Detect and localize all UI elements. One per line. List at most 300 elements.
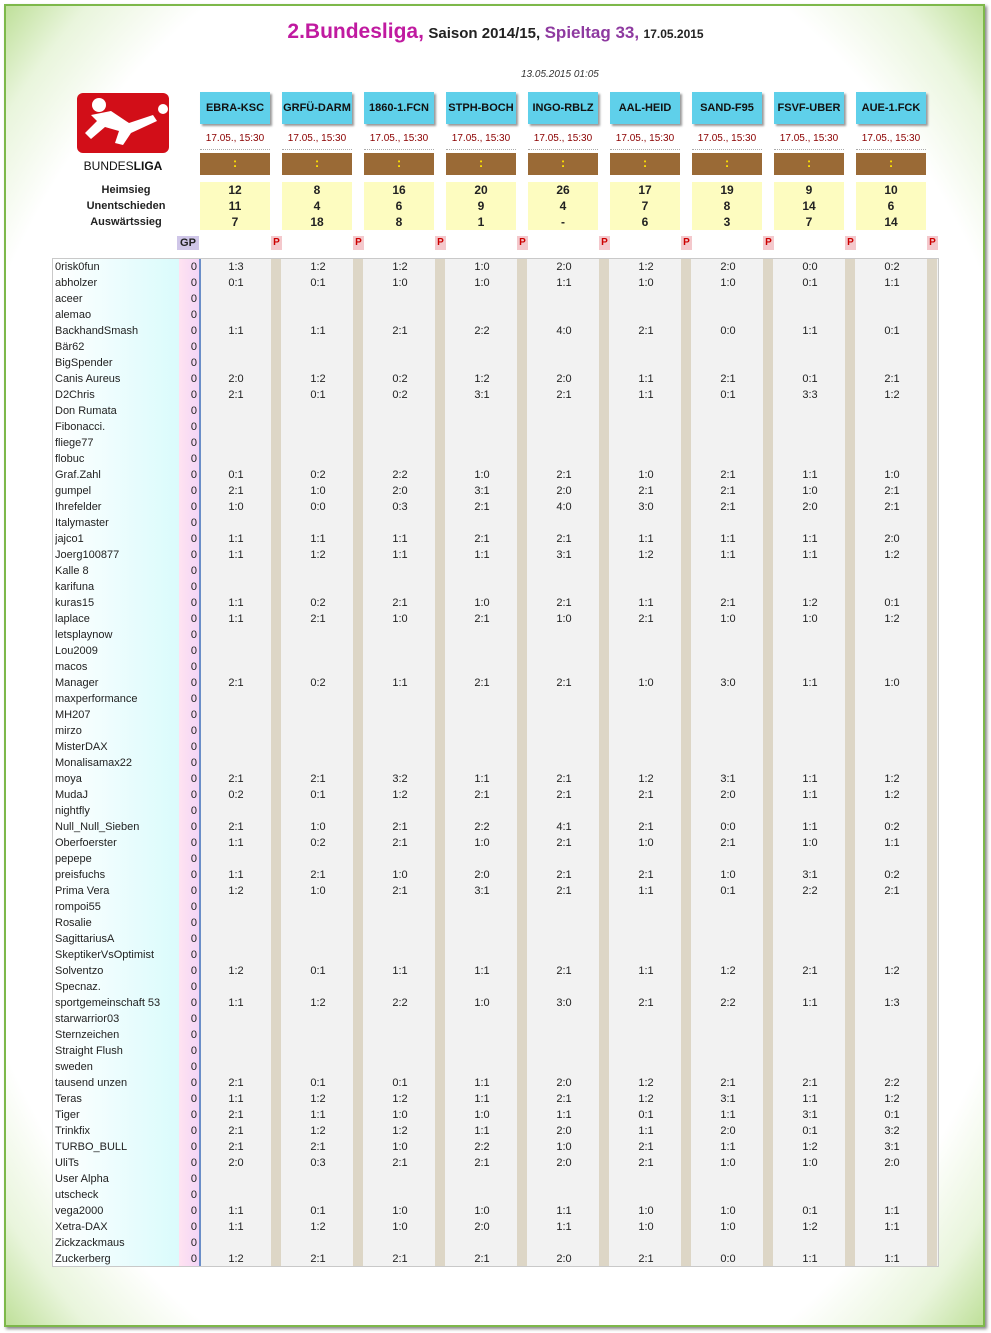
tip-cell: 2:1 xyxy=(310,869,326,881)
tip-cell: 1:1 xyxy=(392,549,408,561)
tip-cell: 3:0 xyxy=(556,997,572,1009)
match-header[interactable]: GRFÜ-DARM xyxy=(282,92,352,124)
tip-cell: 2:1 xyxy=(228,1109,244,1121)
tip-cell: 2:1 xyxy=(392,885,408,897)
player-name[interactable]: Solventzo xyxy=(55,965,104,977)
table-row xyxy=(53,995,940,1011)
table-row xyxy=(53,675,940,691)
player-gp: 0 xyxy=(190,421,197,433)
player-name[interactable]: Don Rumata xyxy=(55,405,117,417)
tip-cell: 0:1 xyxy=(310,277,326,289)
match-header[interactable]: EBRA-KSC xyxy=(200,92,270,124)
player-gp: 0 xyxy=(190,901,197,913)
player-name[interactable]: Tiger xyxy=(55,1109,80,1121)
tip-cell: 0:2 xyxy=(884,869,900,881)
player-name[interactable]: MH207 xyxy=(55,709,91,721)
kickoff-time: 17.05., 15:30 xyxy=(364,128,434,150)
player-name[interactable]: Null_Null_Sieben xyxy=(55,821,140,833)
tip-cell: 2:1 xyxy=(474,533,490,545)
player-gp: 0 xyxy=(190,581,197,593)
tip-cell: 1:2 xyxy=(228,885,244,897)
tip-cell: 2:1 xyxy=(638,1157,654,1169)
tip-cell: 2:2 xyxy=(392,997,408,1009)
tip-cell: 1:1 xyxy=(884,837,900,849)
tip-cell: 1:2 xyxy=(310,549,326,561)
tip-cell: 2:1 xyxy=(720,501,736,513)
tip-cell: 0:1 xyxy=(884,597,900,609)
player-gp: 0 xyxy=(190,1141,197,1153)
points-header: P xyxy=(599,236,610,250)
player-gp: 0 xyxy=(190,501,197,513)
player-gp: 0 xyxy=(190,1237,197,1249)
player-name[interactable]: fliege77 xyxy=(55,437,94,449)
home-win-count: 12 xyxy=(228,183,242,197)
tip-cell: 1:1 xyxy=(884,1221,900,1233)
table-row xyxy=(53,1107,940,1123)
tip-cell: 2:1 xyxy=(556,389,572,401)
tip-cell: 0:1 xyxy=(802,277,818,289)
points-header: P xyxy=(927,236,938,250)
tip-cell: 1:1 xyxy=(392,533,408,545)
player-name[interactable]: Specnaz. xyxy=(55,981,101,993)
tip-statistics xyxy=(856,182,926,230)
table-row xyxy=(53,1043,940,1059)
player-gp: 0 xyxy=(190,741,197,753)
tip-cell: 1:0 xyxy=(884,677,900,689)
player-name[interactable]: kuras15 xyxy=(55,597,95,609)
tip-cell: 1:1 xyxy=(474,1077,490,1089)
tip-cell: 1:1 xyxy=(228,533,244,545)
player-name[interactable]: Ihrefelder xyxy=(55,501,102,513)
table-row xyxy=(53,1075,940,1091)
tip-cell: 0:1 xyxy=(310,789,326,801)
points-header: P xyxy=(845,236,856,250)
tip-cell: 3:1 xyxy=(556,549,572,561)
tip-cell: 1:2 xyxy=(392,1125,408,1137)
tip-cell: 2:0 xyxy=(556,1077,572,1089)
player-name[interactable]: Manager xyxy=(55,677,99,689)
player-name[interactable]: rompoi55 xyxy=(55,901,101,913)
table-row xyxy=(53,1139,940,1155)
tip-cell: 1:0 xyxy=(474,597,490,609)
tip-cell: 3:1 xyxy=(474,485,490,497)
tip-cell: 1:0 xyxy=(720,1205,736,1217)
table-row xyxy=(53,947,940,963)
player-gp: 0 xyxy=(190,293,197,305)
tip-cell: 2:1 xyxy=(638,997,654,1009)
tip-cell: 2:1 xyxy=(556,597,572,609)
player-name[interactable]: abholzer xyxy=(55,277,98,289)
logo-wordmark xyxy=(73,159,173,173)
player-name[interactable]: 0risk0fun xyxy=(55,261,100,273)
player-name[interactable]: starwarrior03 xyxy=(55,1013,120,1025)
player-name[interactable]: Teras xyxy=(55,1093,82,1105)
tip-cell: 1:1 xyxy=(556,1221,572,1233)
player-gp: 0 xyxy=(190,1029,197,1041)
table-row xyxy=(53,323,940,339)
match-header[interactable]: AUE-1.FCK xyxy=(856,92,926,124)
tip-cell: 1:1 xyxy=(228,1205,244,1217)
player-name[interactable]: gumpel xyxy=(55,485,92,497)
tip-cell: 1:2 xyxy=(884,773,900,785)
tip-cell: 1:0 xyxy=(720,277,736,289)
player-name[interactable]: flobuc xyxy=(55,453,85,465)
player-name[interactable]: alemao xyxy=(55,309,92,321)
table-row xyxy=(53,627,940,643)
tip-cell: 1:0 xyxy=(884,469,900,481)
player-gp: 0 xyxy=(190,677,197,689)
tip-cell: 1:2 xyxy=(228,1253,244,1265)
tip-cell: 2:1 xyxy=(474,501,490,513)
tip-cell: 1:2 xyxy=(884,965,900,977)
player-name[interactable]: SagittariusA xyxy=(55,933,115,945)
tip-cell: 2:1 xyxy=(310,1141,326,1153)
player-gp: 0 xyxy=(190,661,197,673)
tip-cell: 1:1 xyxy=(228,869,244,881)
tip-cell: 1:0 xyxy=(720,613,736,625)
player-name[interactable]: laplace xyxy=(55,613,90,625)
player-name[interactable]: letsplaynow xyxy=(55,629,113,641)
player-name[interactable]: Oberfoerster xyxy=(55,837,117,849)
match-result: : xyxy=(610,153,680,175)
match-header[interactable]: STPH-BOCH xyxy=(446,92,516,124)
tip-cell: 0:1 xyxy=(802,1205,818,1217)
tip-cell: 0:0 xyxy=(720,821,736,833)
match-header[interactable]: FSVF-UBER xyxy=(774,92,844,124)
tip-cell: 0:2 xyxy=(884,821,900,833)
player-name[interactable]: Lou2009 xyxy=(55,645,98,657)
table-row xyxy=(53,707,940,723)
tip-cell: 2:1 xyxy=(720,597,736,609)
player-gp: 0 xyxy=(190,1189,197,1201)
player-name[interactable]: D2Chris xyxy=(55,389,95,401)
title-separator: , xyxy=(535,25,541,42)
tip-cell: 0:1 xyxy=(884,1109,900,1121)
tip-cell: 2:1 xyxy=(228,1141,244,1153)
tip-cell: 1:0 xyxy=(638,277,654,289)
tip-cell: 0:0 xyxy=(720,325,736,337)
draw-count: 14 xyxy=(802,199,816,213)
away-win-count: 6 xyxy=(641,215,649,229)
player-name[interactable]: preisfuchs xyxy=(55,869,106,881)
logo-text-bundes: BUNDES xyxy=(83,159,134,173)
tip-cell: 1:1 xyxy=(638,1125,654,1137)
player-name[interactable]: pepepe xyxy=(55,853,92,865)
tip-cell: 1:2 xyxy=(310,1125,326,1137)
tip-cell: 2:1 xyxy=(556,773,572,785)
tip-cell: 2:1 xyxy=(556,789,572,801)
table-row xyxy=(53,771,940,787)
player-name[interactable]: maxperformance xyxy=(55,693,138,705)
draw-count: 6 xyxy=(887,199,895,213)
tip-cell: 2:2 xyxy=(720,997,736,1009)
tip-cell: 2:1 xyxy=(720,469,736,481)
gp-header: GP xyxy=(177,236,199,250)
tip-cell: 2:1 xyxy=(638,325,654,337)
tip-cell: 1:1 xyxy=(228,997,244,1009)
points-header: P xyxy=(435,236,446,250)
player-gp: 0 xyxy=(190,917,197,929)
player-gp: 0 xyxy=(190,709,197,721)
player-name[interactable]: SkeptikerVsOptimist xyxy=(55,949,155,961)
player-gp: 0 xyxy=(190,405,197,417)
tip-cell: 0:1 xyxy=(228,469,244,481)
tip-cell: 1:0 xyxy=(228,501,244,513)
player-name[interactable]: moya xyxy=(55,773,82,785)
player-name[interactable]: Fibonacci. xyxy=(55,421,106,433)
tip-cell: 2:1 xyxy=(310,1253,326,1265)
player-name[interactable]: Sternzeichen xyxy=(55,1029,120,1041)
player-name[interactable]: Bär62 xyxy=(55,341,85,353)
tip-cell: 2:2 xyxy=(474,821,490,833)
tip-cell: 1:2 xyxy=(638,1077,654,1089)
match-result: : xyxy=(200,153,270,175)
points-header: P xyxy=(353,236,364,250)
player-gp: 0 xyxy=(190,629,197,641)
player-name[interactable]: User Alpha xyxy=(55,1173,109,1185)
tip-cell: 2:0 xyxy=(474,1221,490,1233)
table-row xyxy=(53,371,940,387)
player-gp: 0 xyxy=(190,469,197,481)
logo-emblem xyxy=(77,93,169,153)
away-win-count: - xyxy=(561,215,565,229)
tip-cell: 1:0 xyxy=(474,277,490,289)
tip-cell: 2:1 xyxy=(556,885,572,897)
table-row xyxy=(53,867,940,883)
player-gp: 0 xyxy=(190,1045,197,1057)
tip-cell: 1:1 xyxy=(310,325,326,337)
player-name[interactable]: Rosalie xyxy=(55,917,92,929)
player-name[interactable]: MisterDAX xyxy=(55,741,108,753)
match-result: : xyxy=(692,153,762,175)
tip-cell: 0:1 xyxy=(802,1125,818,1137)
match-result: : xyxy=(446,153,516,175)
table-row xyxy=(53,435,940,451)
player-gp: 0 xyxy=(190,725,197,737)
tip-statistics xyxy=(692,182,762,230)
tip-cell: 1:2 xyxy=(310,1093,326,1105)
player-gp: 0 xyxy=(190,981,197,993)
player-name[interactable]: sweden xyxy=(55,1061,93,1073)
player-gp: 0 xyxy=(190,1125,197,1137)
tip-cell: 0:1 xyxy=(802,373,818,385)
tip-cell: 1:0 xyxy=(638,1221,654,1233)
player-gp: 0 xyxy=(190,341,197,353)
tip-cell: 1:0 xyxy=(474,1109,490,1121)
player-name[interactable]: Graf.Zahl xyxy=(55,469,101,481)
logo-text-liga: LIGA xyxy=(133,159,163,173)
player-name[interactable]: Canis Aureus xyxy=(55,373,121,385)
tip-cell: 1:2 xyxy=(310,997,326,1009)
player-gp: 0 xyxy=(190,837,197,849)
player-name[interactable]: Zuckerberg xyxy=(55,1253,111,1265)
tip-cell: 1:2 xyxy=(638,773,654,785)
tip-cell: 0:2 xyxy=(310,677,326,689)
player-name[interactable]: karifuna xyxy=(55,581,95,593)
tip-cell: 1:1 xyxy=(474,965,490,977)
draw-count: 8 xyxy=(723,199,731,213)
tip-cell: 2:1 xyxy=(228,1077,244,1089)
player-name[interactable]: Italymaster xyxy=(55,517,109,529)
table-row xyxy=(53,547,940,563)
table-row xyxy=(53,883,940,899)
player-name[interactable]: Zickzackmaus xyxy=(55,1237,125,1249)
tip-cell: 2:1 xyxy=(802,965,818,977)
tip-cell: 1:1 xyxy=(802,677,818,689)
player-name[interactable]: Straight Flush xyxy=(55,1045,123,1057)
player-name[interactable]: Prima Vera xyxy=(55,885,110,897)
tip-cell: 0:3 xyxy=(310,1157,326,1169)
tip-cell: 1:1 xyxy=(474,1125,490,1137)
player-name[interactable]: UliTs xyxy=(55,1157,79,1169)
player-name[interactable]: MudaJ xyxy=(55,789,89,801)
player-name[interactable]: Monalisamax22 xyxy=(55,757,133,769)
tip-cell: 1:1 xyxy=(638,373,654,385)
player-gp: 0 xyxy=(190,613,197,625)
away-win-count: 7 xyxy=(805,215,813,229)
tip-cell: 1:1 xyxy=(720,549,736,561)
away-win-count: 18 xyxy=(310,215,324,229)
tip-cell: 2:1 xyxy=(392,837,408,849)
player-gp: 0 xyxy=(190,1077,197,1089)
player-gp: 0 xyxy=(190,1205,197,1217)
table-row xyxy=(53,1235,940,1251)
home-win-count: 9 xyxy=(805,183,813,197)
table-row xyxy=(53,835,940,851)
player-name[interactable]: Kalle 8 xyxy=(55,565,89,577)
player-name[interactable]: TURBO_BULL xyxy=(55,1141,128,1153)
tip-cell: 1:1 xyxy=(802,1253,818,1265)
player-name[interactable]: tausend unzen xyxy=(55,1077,128,1089)
tip-cell: 1:1 xyxy=(720,1141,736,1153)
tip-cell: 2:1 xyxy=(638,789,654,801)
tip-cell: 0:2 xyxy=(228,789,244,801)
player-name[interactable]: Xetra-DAX xyxy=(55,1221,108,1233)
kickoff-time: 17.05., 15:30 xyxy=(692,128,762,150)
table-row xyxy=(53,355,940,371)
tips-table xyxy=(52,258,939,1267)
table-row xyxy=(53,467,940,483)
match-header[interactable]: SAND-F95 xyxy=(692,92,762,124)
player-name[interactable]: BigSpender xyxy=(55,357,113,369)
tip-cell: 1:1 xyxy=(638,965,654,977)
tip-cell: 1:0 xyxy=(802,1157,818,1169)
player-gp: 0 xyxy=(190,565,197,577)
tip-cell: 1:2 xyxy=(228,965,244,977)
points-header: P xyxy=(763,236,774,250)
tip-cell: 1:0 xyxy=(392,1109,408,1121)
draw-count: 9 xyxy=(477,199,485,213)
season-label: Saison 2014/15 xyxy=(428,25,536,42)
table-row xyxy=(53,787,940,803)
match-result: : xyxy=(282,153,352,175)
player-name[interactable]: nightfly xyxy=(55,805,90,817)
away-win-count: 7 xyxy=(231,215,239,229)
tip-cell: 3:1 xyxy=(720,773,736,785)
player-name[interactable]: BackhandSmash xyxy=(55,325,139,337)
tip-cell: 0:1 xyxy=(228,277,244,289)
match-header[interactable]: INGO-RBLZ xyxy=(528,92,598,124)
tip-cell: 2:1 xyxy=(310,773,326,785)
tip-cell: 1:0 xyxy=(638,1205,654,1217)
player-gp: 0 xyxy=(190,533,197,545)
tip-cell: 1:1 xyxy=(638,533,654,545)
tip-statistics xyxy=(446,182,516,230)
table-row xyxy=(53,595,940,611)
tip-cell: 1:1 xyxy=(228,613,244,625)
player-name[interactable]: aceer xyxy=(55,293,83,305)
tip-cell: 1:1 xyxy=(802,997,818,1009)
tip-cell: 1:0 xyxy=(556,1141,572,1153)
tip-statistics xyxy=(200,182,270,230)
player-gp: 0 xyxy=(190,437,197,449)
table-row xyxy=(53,515,940,531)
tip-cell: 2:0 xyxy=(556,485,572,497)
tip-cell: 3:1 xyxy=(884,1141,900,1153)
tip-cell: 2:1 xyxy=(556,677,572,689)
tip-cell: 2:1 xyxy=(556,1093,572,1105)
player-name[interactable]: utscheck xyxy=(55,1189,99,1201)
tip-cell: 0:1 xyxy=(884,325,900,337)
player-gp: 0 xyxy=(190,949,197,961)
player-name[interactable]: mirzo xyxy=(55,725,82,737)
player-gp: 0 xyxy=(190,261,197,273)
player-name[interactable]: sportgemeinschaft 53 xyxy=(55,997,161,1009)
player-gp: 0 xyxy=(190,805,197,817)
table-row xyxy=(53,915,940,931)
player-gp: 0 xyxy=(190,1173,197,1185)
tip-cell: 1:2 xyxy=(884,613,900,625)
tip-cell: 1:0 xyxy=(474,1205,490,1217)
home-win-count: 26 xyxy=(556,183,570,197)
tip-cell: 1:1 xyxy=(884,277,900,289)
table-row xyxy=(53,531,940,547)
tip-cell: 2:1 xyxy=(228,677,244,689)
tip-cell: 0:0 xyxy=(802,261,818,273)
kickoff-time: 17.05., 15:30 xyxy=(282,128,352,150)
tip-cell: 1:0 xyxy=(474,997,490,1009)
tip-cell: 2:0 xyxy=(228,373,244,385)
table-row xyxy=(53,1059,940,1075)
tip-cell: 1:0 xyxy=(474,469,490,481)
player-gp: 0 xyxy=(190,549,197,561)
player-gp: 0 xyxy=(190,1013,197,1025)
tip-cell: 1:1 xyxy=(802,549,818,561)
match-header[interactable]: AAL-HEID xyxy=(610,92,680,124)
away-win-count: 3 xyxy=(723,215,731,229)
match-result: : xyxy=(774,153,844,175)
tip-cell: 1:1 xyxy=(720,533,736,545)
tip-cell: 2:1 xyxy=(884,373,900,385)
tip-cell: 2:1 xyxy=(228,389,244,401)
player-name[interactable]: Joerg100877 xyxy=(55,549,120,561)
player-name[interactable]: macos xyxy=(55,661,88,673)
tip-cell: 2:0 xyxy=(802,501,818,513)
match-header[interactable]: 1860-1.FCN xyxy=(364,92,434,124)
draw-count: 4 xyxy=(313,199,321,213)
table-row xyxy=(53,579,940,595)
tip-cell: 1:0 xyxy=(802,613,818,625)
tip-cell: 3:2 xyxy=(392,773,408,785)
tip-cell: 1:0 xyxy=(310,885,326,897)
tip-cell: 1:1 xyxy=(802,1093,818,1105)
player-name[interactable]: vega2000 xyxy=(55,1205,104,1217)
tip-cell: 2:1 xyxy=(474,789,490,801)
player-name[interactable]: Trinkfix xyxy=(55,1125,91,1137)
player-name[interactable]: jajco1 xyxy=(55,533,84,545)
tip-cell: 2:1 xyxy=(556,965,572,977)
tip-cell: 2:0 xyxy=(474,869,490,881)
